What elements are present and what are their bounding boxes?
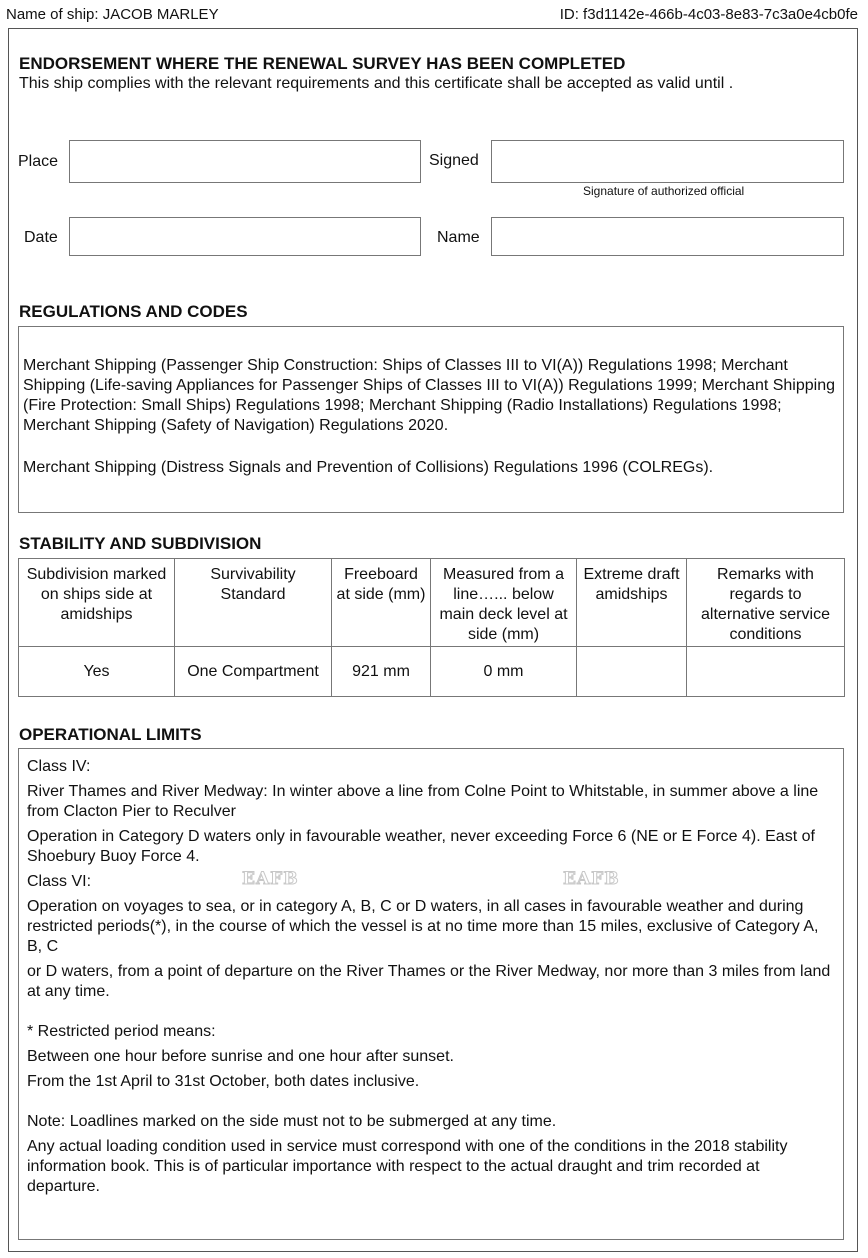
regulations-title: REGULATIONS AND CODES — [19, 302, 248, 321]
table-cell: 921 mm — [332, 647, 431, 697]
operational-box — [18, 748, 844, 1240]
operational-line: Class VI: — [27, 873, 92, 890]
watermark-logo: EAFB — [242, 869, 299, 889]
operational-line: From the 1st April to 31st October, both dates inclusive. — [27, 1073, 420, 1090]
table-cell — [577, 647, 687, 697]
column-header: Survivability Standard — [175, 559, 332, 647]
operational-line: Operation on voyages to sea, or in category A, B, C or D waters, in all cases in favourable weather and during restricted periods(*), in the course of which the vessel is at no time more than 15 miles, exclusive of Category A, B, C — [27, 898, 819, 955]
endorsement-text: This ship complies with the relevant requirements and this certificate shall be accepted as valid until . — [19, 75, 734, 92]
table-cell: One Compartment — [175, 647, 332, 697]
column-header: Remarks with regards to alternative service conditions — [687, 559, 845, 647]
date-field[interactable] — [69, 217, 421, 256]
operational-line: or D waters, from a point of departure on the River Thames or the River Medway, nor more than 3 miles from land at any time. — [27, 963, 831, 1000]
name-label: Name — [437, 229, 480, 246]
place-field[interactable] — [69, 140, 421, 183]
column-header: Extreme draft amidships — [577, 559, 687, 647]
operational-line: Between one hour before sunrise and one hour after sunset. — [27, 1048, 454, 1065]
table-cell: Yes — [19, 647, 175, 697]
table-cell: 0 mm — [431, 647, 577, 697]
ship-name: Name of ship: JACOB MARLEY — [6, 6, 219, 23]
operational-line: * Restricted period means: — [27, 1023, 216, 1040]
column-header: Freeboard at side (mm) — [332, 559, 431, 647]
regulations-box — [18, 326, 844, 513]
column-header: Measured from a line…... below main deck level at side (mm) — [431, 559, 577, 647]
table-cell — [687, 647, 845, 697]
operational-line: Class IV: — [27, 758, 91, 775]
stability-title: STABILITY AND SUBDIVISION — [19, 534, 262, 553]
operational-title: OPERATIONAL LIMITS — [19, 725, 202, 744]
table-row — [19, 647, 845, 697]
operational-line: Note: Loadlines marked on the side must not to be submerged at any time. — [27, 1113, 557, 1130]
operational-line: Operation in Category D waters only in favourable weather, never exceeding Force 6 (NE or E Force 4). East of Shoebury Buoy Force 4. — [27, 828, 815, 865]
name-field[interactable] — [491, 217, 844, 256]
watermark-logo: EAFB — [563, 869, 620, 889]
signature-field[interactable] — [491, 140, 844, 183]
regulations-paragraph: Merchant Shipping (Passenger Ship Construction: Ships of Classes III to VI(A)) Regulations 1998; Merchant Shipping (Life-saving Appliances for Passenger Ships of Classes III to VI(A)) Regulations 1999; Merchant Shipping (Fire Protection: Small Ships) Regulations 1998; Merchant Shipping (Radio Installations) Regulations 1998; Merchant Shipping (Safety of Navigation) Regulations 2020. — [23, 357, 835, 434]
document-id: ID: f3d1142e-466b-4c03-8e83-7c3a0e4cb0fe — [559, 6, 858, 23]
signature-caption: Signature of authorized official — [583, 184, 745, 198]
place-label: Place — [18, 153, 59, 170]
column-header: Subdivision marked on ships side at amidships — [19, 559, 175, 647]
operational-line: River Thames and River Medway: In winter above a line from Colne Point to Whitstable, in summer above a line from Clacton Pier to Reculver — [27, 783, 819, 820]
date-label: Date — [24, 229, 58, 246]
stability-table — [18, 558, 845, 697]
operational-line: Any actual loading condition used in service must correspond with one of the conditions in the 2018 stability information book. This is of particular importance with respect to the actual draught and trim recorded at departure. — [27, 1138, 788, 1195]
endorsement-title: ENDORSEMENT WHERE THE RENEWAL SURVEY HAS BEEN COMPLETED — [19, 54, 626, 73]
regulations-paragraph: Merchant Shipping (Distress Signals and Prevention of Collisions) Regulations 1996 (COLREGs). — [23, 459, 714, 476]
signed-label: Signed — [429, 152, 479, 169]
table-header-row — [19, 559, 845, 647]
